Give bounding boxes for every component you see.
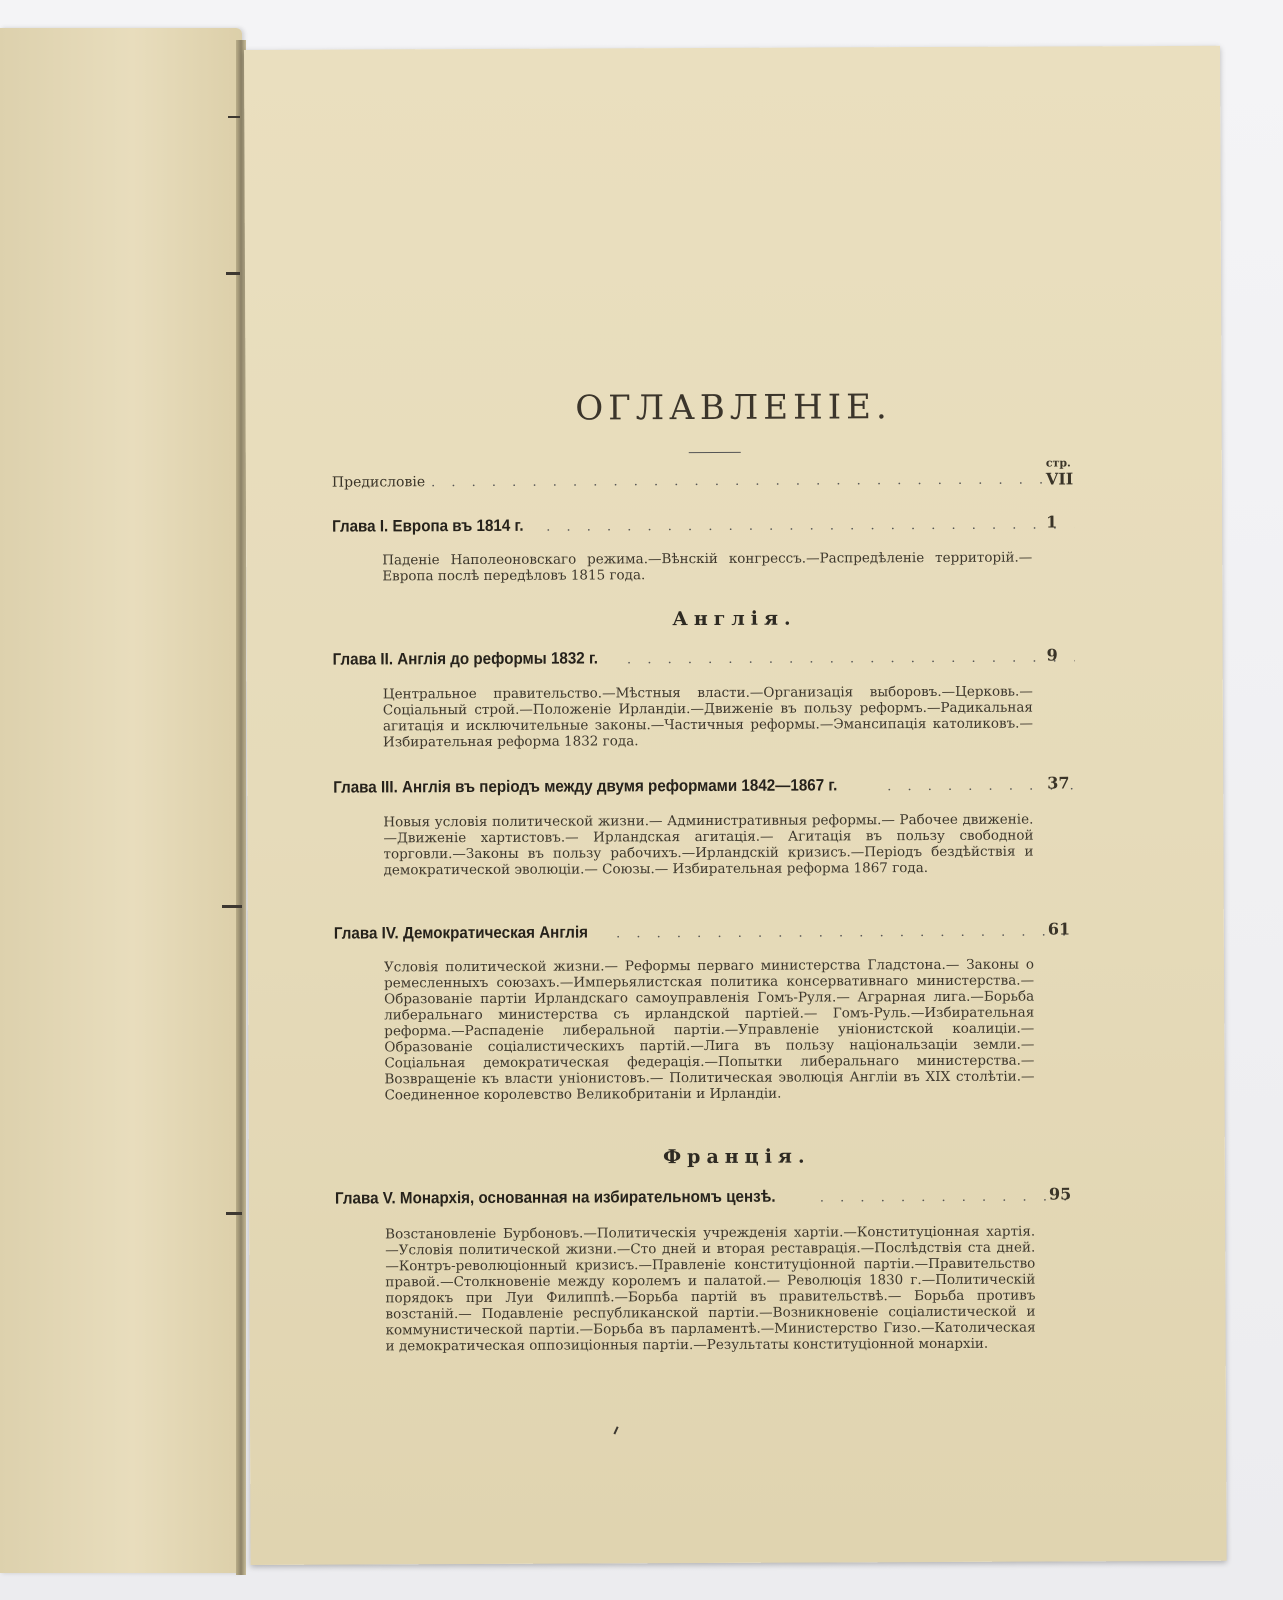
- toc-page-number: 9: [1046, 645, 1058, 665]
- toc-page-number: 95: [1048, 1184, 1072, 1204]
- toc-page-number: VII: [1045, 469, 1074, 489]
- toc-page-number: 37: [1047, 773, 1070, 793]
- toc-entry-label: Предисловіе: [331, 474, 426, 491]
- chapter-title: Глава II. Англія до реформы 1832 г.: [332, 649, 599, 669]
- leader-dots: [431, 472, 1074, 490]
- leader-dots: [820, 1189, 1077, 1205]
- table-of-contents-page: [244, 46, 1227, 1565]
- chapter-title: Глава V. Монархія, основанная на избирательномъ цензѣ.: [334, 1187, 776, 1208]
- toc-entry-preface: [332, 471, 1080, 490]
- toc-entry-chapter-4: [334, 921, 1082, 943]
- toc-entry-chapter-5: [335, 1186, 1083, 1208]
- toc-page-number: 1: [1046, 512, 1058, 532]
- section-heading-france: Франція.: [663, 1145, 811, 1169]
- leader-dots: [627, 650, 1075, 667]
- left-page: [0, 28, 242, 1573]
- toc-page-number: 61: [1047, 919, 1071, 939]
- page-column-header: стр.: [1045, 456, 1071, 470]
- binding-thread-mark: [228, 116, 240, 118]
- chapter-summary: Новыя условія политической жизни.— Административныя реформы.— Рабочее движеніе.—Движеніе хартистовъ.— Ирландская агитація.— Агитація въ пользу свободной торговли.—Законы въ пользу рабочихъ.—Ирландскій кризисъ.—Періодъ бездѣйствія и демократической эволюціи.— Союзы.— Избирательная реформа 1867 года.: [383, 811, 1034, 879]
- chapter-title: Глава III. Англія въ періодъ между двумя реформами 1842—1867 г.: [333, 776, 838, 797]
- toc-entry-chapter-1: [332, 514, 1080, 536]
- chapter-summary: Центральное правительство.—Мѣстныя власти.—Организація выборовъ.—Церковь.—Соціальный строй.—Положеніе Ирландіи.—Движеніе въ пользу реформъ.—Радикальная агитація и исключительные законы.—Частичныя реформы.—Эмансипація католиковъ.—Избирательная реформа 1832 года.: [382, 683, 1033, 751]
- chapter-title: Глава IV. Демократическая Англія: [333, 923, 589, 943]
- leader-dots: [616, 924, 1076, 941]
- title-divider: [689, 452, 741, 453]
- toc-entry-chapter-3: [333, 775, 1081, 797]
- chapter-summary: Условія политической жизни.— Реформы перваго министерства Гладстона.— Законы о ремесленныхъ союзахъ.—Имперьялистская политика консервативнаго министерства.—Образованіе партіи Ирландскаго самоуправленія Гомъ-Руля.— Аграрная лига.—Борьба либеральнаго министерства съ ирландской партіей.— Гомъ-Руль.—Избирательная реформа.—Распаденіе либеральной партіи.—Управленіе уніонистской коалиціи.—Образованіе соціалистическихъ партій.—Лига въ пользу національзаціи земли.— Соціальная демократическая федерація.—Попытки либеральнаго министерства.— Возвращеніе къ власти уніонистовъ.— Политическая эволюція Англіи въ XIX столѣтіи.— Соединенное королевство Великобританіи и Ирландіи.: [383, 956, 1035, 1104]
- binding-thread-mark: [226, 1212, 242, 1215]
- ink-speck: [613, 1426, 618, 1434]
- section-heading-england: Англія.: [672, 607, 797, 631]
- binding-thread-mark: [222, 905, 242, 908]
- chapter-summary: Возстановленіе Бурбоновъ.—Политическія учрежденія хартіи.—Конституціонная хартія.—Условія политической жизни.—Сто дней и вторая реставрація.—Послѣдствія ста дней.—Контръ-революціонный кризисъ.—Правленіе конституціонной партіи.—Правительство правой.—Столкновеніе между королемъ и палатой.— Революція 1830 г.—Политическій порядокъ при Луи Филиппѣ.—Борьба партій въ правительствѣ.— Борьба противъ возстаній.— Подавленіе республиканской партіи.—Возникновеніе соціалистической и коммунистической партіи.—Борьба въ парламентѣ.—Министерство Гизо.—Католическая и демократическая оппозиціонныя партіи.—Результаты конституціонной монархіи.: [385, 1223, 1036, 1355]
- leader-dots: [546, 517, 1074, 534]
- toc-entry-chapter-2: [333, 647, 1081, 669]
- page-title: ОГЛАВЛЕНІЕ.: [575, 387, 892, 429]
- chapter-summary: Паденіе Наполеоновскаго режима.—Вѣнскій конгрессъ.—Распредѣленіе территорій.—Европа послѣ передѣловъ 1815 года.: [382, 549, 1033, 585]
- binding-thread-mark: [226, 272, 240, 275]
- chapter-title: Глава I. Европа въ 1814 г.: [332, 516, 524, 536]
